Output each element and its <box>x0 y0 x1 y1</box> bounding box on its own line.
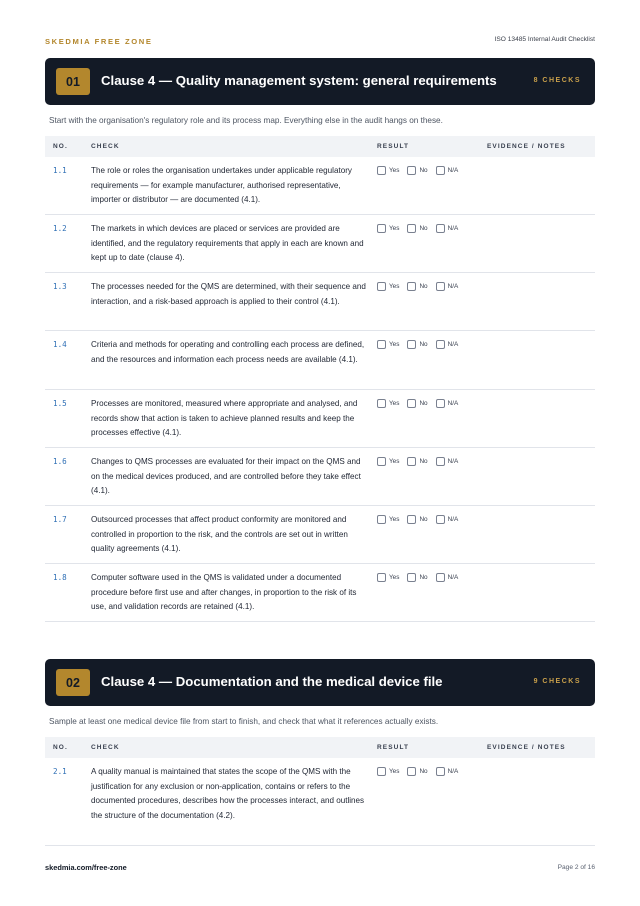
page-header <box>45 36 595 48</box>
result-options <box>377 282 466 291</box>
checkbox[interactable] <box>436 399 445 408</box>
result-options <box>377 457 466 466</box>
result-options <box>377 340 466 349</box>
check-number: 1.6 <box>53 457 67 466</box>
section-intro: Start with the organisation's regulatory role and its process map. Everything else in the audit hangs on these. <box>49 116 443 125</box>
checkbox-label: N/A <box>447 516 459 523</box>
result-option-na[interactable] <box>436 224 459 233</box>
table-header <box>45 737 595 758</box>
result-option-no[interactable] <box>407 457 427 466</box>
result-option-yes[interactable] <box>377 282 399 291</box>
checkbox[interactable] <box>407 573 416 582</box>
result-option-yes[interactable] <box>377 340 399 349</box>
col-header-result: RESULT <box>377 744 410 751</box>
checkbox-label: No <box>419 341 428 348</box>
check-text: Processes are monitored, measured where appropriate and analysed, and records show that action is taken to achieve planned results and keep the processes effective (4.1). <box>91 399 358 438</box>
checkbox-label: N/A <box>447 458 459 465</box>
result-options <box>377 166 466 175</box>
check-number: 1.5 <box>53 399 67 408</box>
result-options <box>377 515 466 524</box>
result-option-no[interactable] <box>407 224 427 233</box>
col-header-check: CHECK <box>91 143 120 150</box>
checklist-row <box>45 273 595 331</box>
result-option-yes[interactable] <box>377 399 399 408</box>
checkbox-label: N/A <box>447 400 459 407</box>
checkbox[interactable] <box>377 573 386 582</box>
check-text: A quality manual is maintained that states the scope of the QMS with the justification for any exclusion or non-application, contains or refers to the documented procedures, describes how the processes interact, and outlines the structure of the documentation (4.2). <box>91 767 365 820</box>
checkbox[interactable] <box>436 166 445 175</box>
checkbox[interactable] <box>436 282 445 291</box>
checkbox-label: No <box>419 458 428 465</box>
section-header <box>45 58 595 105</box>
col-header-evidence: EVIDENCE / NOTES <box>487 143 566 150</box>
check-number: 1.1 <box>53 166 67 175</box>
result-options <box>377 224 466 233</box>
result-options <box>377 573 466 582</box>
check-text: Computer software used in the QMS is validated under a documented procedure before first use and after changes, in proportion to the risk of its use, and validation records are retained (4.1). <box>91 573 357 612</box>
result-option-na[interactable] <box>436 340 459 349</box>
checkbox-label: Yes <box>389 458 400 465</box>
checkbox-label: Yes <box>389 400 400 407</box>
check-text: Changes to QMS processes are evaluated for their impact on the QMS and on the medical devices produced, and are controlled before they take effect (4.1). <box>91 457 361 496</box>
checkbox[interactable] <box>407 282 416 291</box>
result-option-no[interactable] <box>407 166 427 175</box>
checkbox[interactable] <box>436 515 445 524</box>
checklist-row <box>45 758 595 846</box>
checklist-row <box>45 448 595 506</box>
check-text: Criteria and methods for operating and controlling each process are defined, and the resources and information each process needs are available (4.1). <box>91 340 365 364</box>
result-option-yes[interactable] <box>377 166 399 175</box>
checkbox-label: Yes <box>389 574 400 581</box>
checkbox-label: N/A <box>447 167 459 174</box>
checkbox[interactable] <box>436 340 445 349</box>
check-text: The role or roles the organisation undertakes under applicable regulatory requirements — for example manufacturer, authorised representative, importer or distributor — are documented (4.1). <box>91 166 352 205</box>
col-header-no: NO. <box>53 744 68 751</box>
result-option-yes[interactable] <box>377 515 399 524</box>
section-intro: Sample at least one medical device file from start to finish, and check that what it references actually exists. <box>49 717 439 726</box>
checkbox-label: N/A <box>447 283 459 290</box>
section-title: Clause 4 — Documentation and the medical device file <box>101 674 443 689</box>
checkbox[interactable] <box>377 224 386 233</box>
checkbox[interactable] <box>436 573 445 582</box>
checkbox-label: N/A <box>447 768 459 775</box>
result-option-na[interactable] <box>436 399 459 408</box>
checkbox[interactable] <box>407 399 416 408</box>
result-option-yes[interactable] <box>377 573 399 582</box>
checkbox[interactable] <box>407 166 416 175</box>
result-option-no[interactable] <box>407 399 427 408</box>
checkbox[interactable] <box>407 767 416 776</box>
col-header-check: CHECK <box>91 744 120 751</box>
result-option-no[interactable] <box>407 340 427 349</box>
table-header <box>45 136 595 157</box>
checkbox[interactable] <box>377 282 386 291</box>
result-option-no[interactable] <box>407 282 427 291</box>
section-number: 02 <box>56 669 90 696</box>
checkbox-label: No <box>419 283 428 290</box>
check-number: 1.3 <box>53 282 67 291</box>
checkbox-label: Yes <box>389 516 400 523</box>
checkbox-label: No <box>419 768 428 775</box>
result-option-yes[interactable] <box>377 224 399 233</box>
section-title: Clause 4 — Quality management system: general requirements <box>101 73 497 88</box>
checkbox[interactable] <box>377 166 386 175</box>
result-option-na[interactable] <box>436 282 459 291</box>
checkbox-label: Yes <box>389 283 400 290</box>
checkbox-label: No <box>419 516 428 523</box>
checklist-row <box>45 564 595 622</box>
checkbox-label: N/A <box>447 225 459 232</box>
checklist-row <box>45 331 595 390</box>
section-check-count: 8 CHECKS <box>533 77 581 84</box>
section-check-count: 9 CHECKS <box>533 678 581 685</box>
checkbox[interactable] <box>407 515 416 524</box>
result-options <box>377 399 466 408</box>
checkbox[interactable] <box>377 767 386 776</box>
result-option-no[interactable] <box>407 515 427 524</box>
page-number: Page 2 of 16 <box>557 864 595 871</box>
checklist-row <box>45 506 595 564</box>
checkbox[interactable] <box>377 457 386 466</box>
check-number: 1.2 <box>53 224 67 233</box>
result-option-na[interactable] <box>436 515 459 524</box>
result-option-yes[interactable] <box>377 767 399 776</box>
checkbox-label: No <box>419 225 428 232</box>
check-number: 1.7 <box>53 515 67 524</box>
checkbox[interactable] <box>436 457 445 466</box>
result-option-na[interactable] <box>436 573 459 582</box>
col-header-no: NO. <box>53 143 68 150</box>
checkbox-label: No <box>419 574 428 581</box>
checklist-row <box>45 215 595 273</box>
checkbox[interactable] <box>407 340 416 349</box>
checkbox-label: N/A <box>447 341 459 348</box>
checkbox[interactable] <box>436 767 445 776</box>
col-header-evidence: EVIDENCE / NOTES <box>487 744 566 751</box>
result-option-yes[interactable] <box>377 457 399 466</box>
brand-name: SKEDMIA FREE ZONE <box>45 37 153 46</box>
check-text: The processes needed for the QMS are determined, with their sequence and interaction, and a risk-based approach is applied to their control (4.1). <box>91 282 366 306</box>
checkbox-label: No <box>419 167 428 174</box>
section-number: 01 <box>56 68 90 95</box>
checkbox-label: No <box>419 400 428 407</box>
result-option-na[interactable] <box>436 166 459 175</box>
checkbox[interactable] <box>407 224 416 233</box>
checkbox-label: Yes <box>389 225 400 232</box>
checkbox[interactable] <box>407 457 416 466</box>
check-text: The markets in which devices are placed or services are provided are identified, and the regulatory requirements that apply in each are known and kept up to date (clause 4). <box>91 224 364 263</box>
checkbox[interactable] <box>377 399 386 408</box>
check-number: 1.8 <box>53 573 67 582</box>
check-text: Outsourced processes that affect product conformity are monitored and controlled in proportion to the risk, and the controls are set out in written quality agreements (4.1). <box>91 515 348 554</box>
checkbox[interactable] <box>377 515 386 524</box>
result-options <box>377 767 466 776</box>
checkbox-label: Yes <box>389 768 400 775</box>
section-header <box>45 659 595 706</box>
checkbox-label: Yes <box>389 341 400 348</box>
result-option-na[interactable] <box>436 767 459 776</box>
footer-link[interactable]: skedmia.com/free-zone <box>45 863 127 872</box>
checkbox-label: Yes <box>389 167 400 174</box>
checklist-row <box>45 390 595 448</box>
result-option-no[interactable] <box>407 573 427 582</box>
col-header-result: RESULT <box>377 143 410 150</box>
checklist-row <box>45 157 595 215</box>
checkbox-label: N/A <box>447 574 459 581</box>
checkbox[interactable] <box>436 224 445 233</box>
document-title: ISO 13485 Internal Audit Checklist <box>494 36 595 43</box>
checkbox[interactable] <box>377 340 386 349</box>
check-number: 1.4 <box>53 340 67 349</box>
check-number: 2.1 <box>53 767 67 776</box>
result-option-no[interactable] <box>407 767 427 776</box>
result-option-na[interactable] <box>436 457 459 466</box>
